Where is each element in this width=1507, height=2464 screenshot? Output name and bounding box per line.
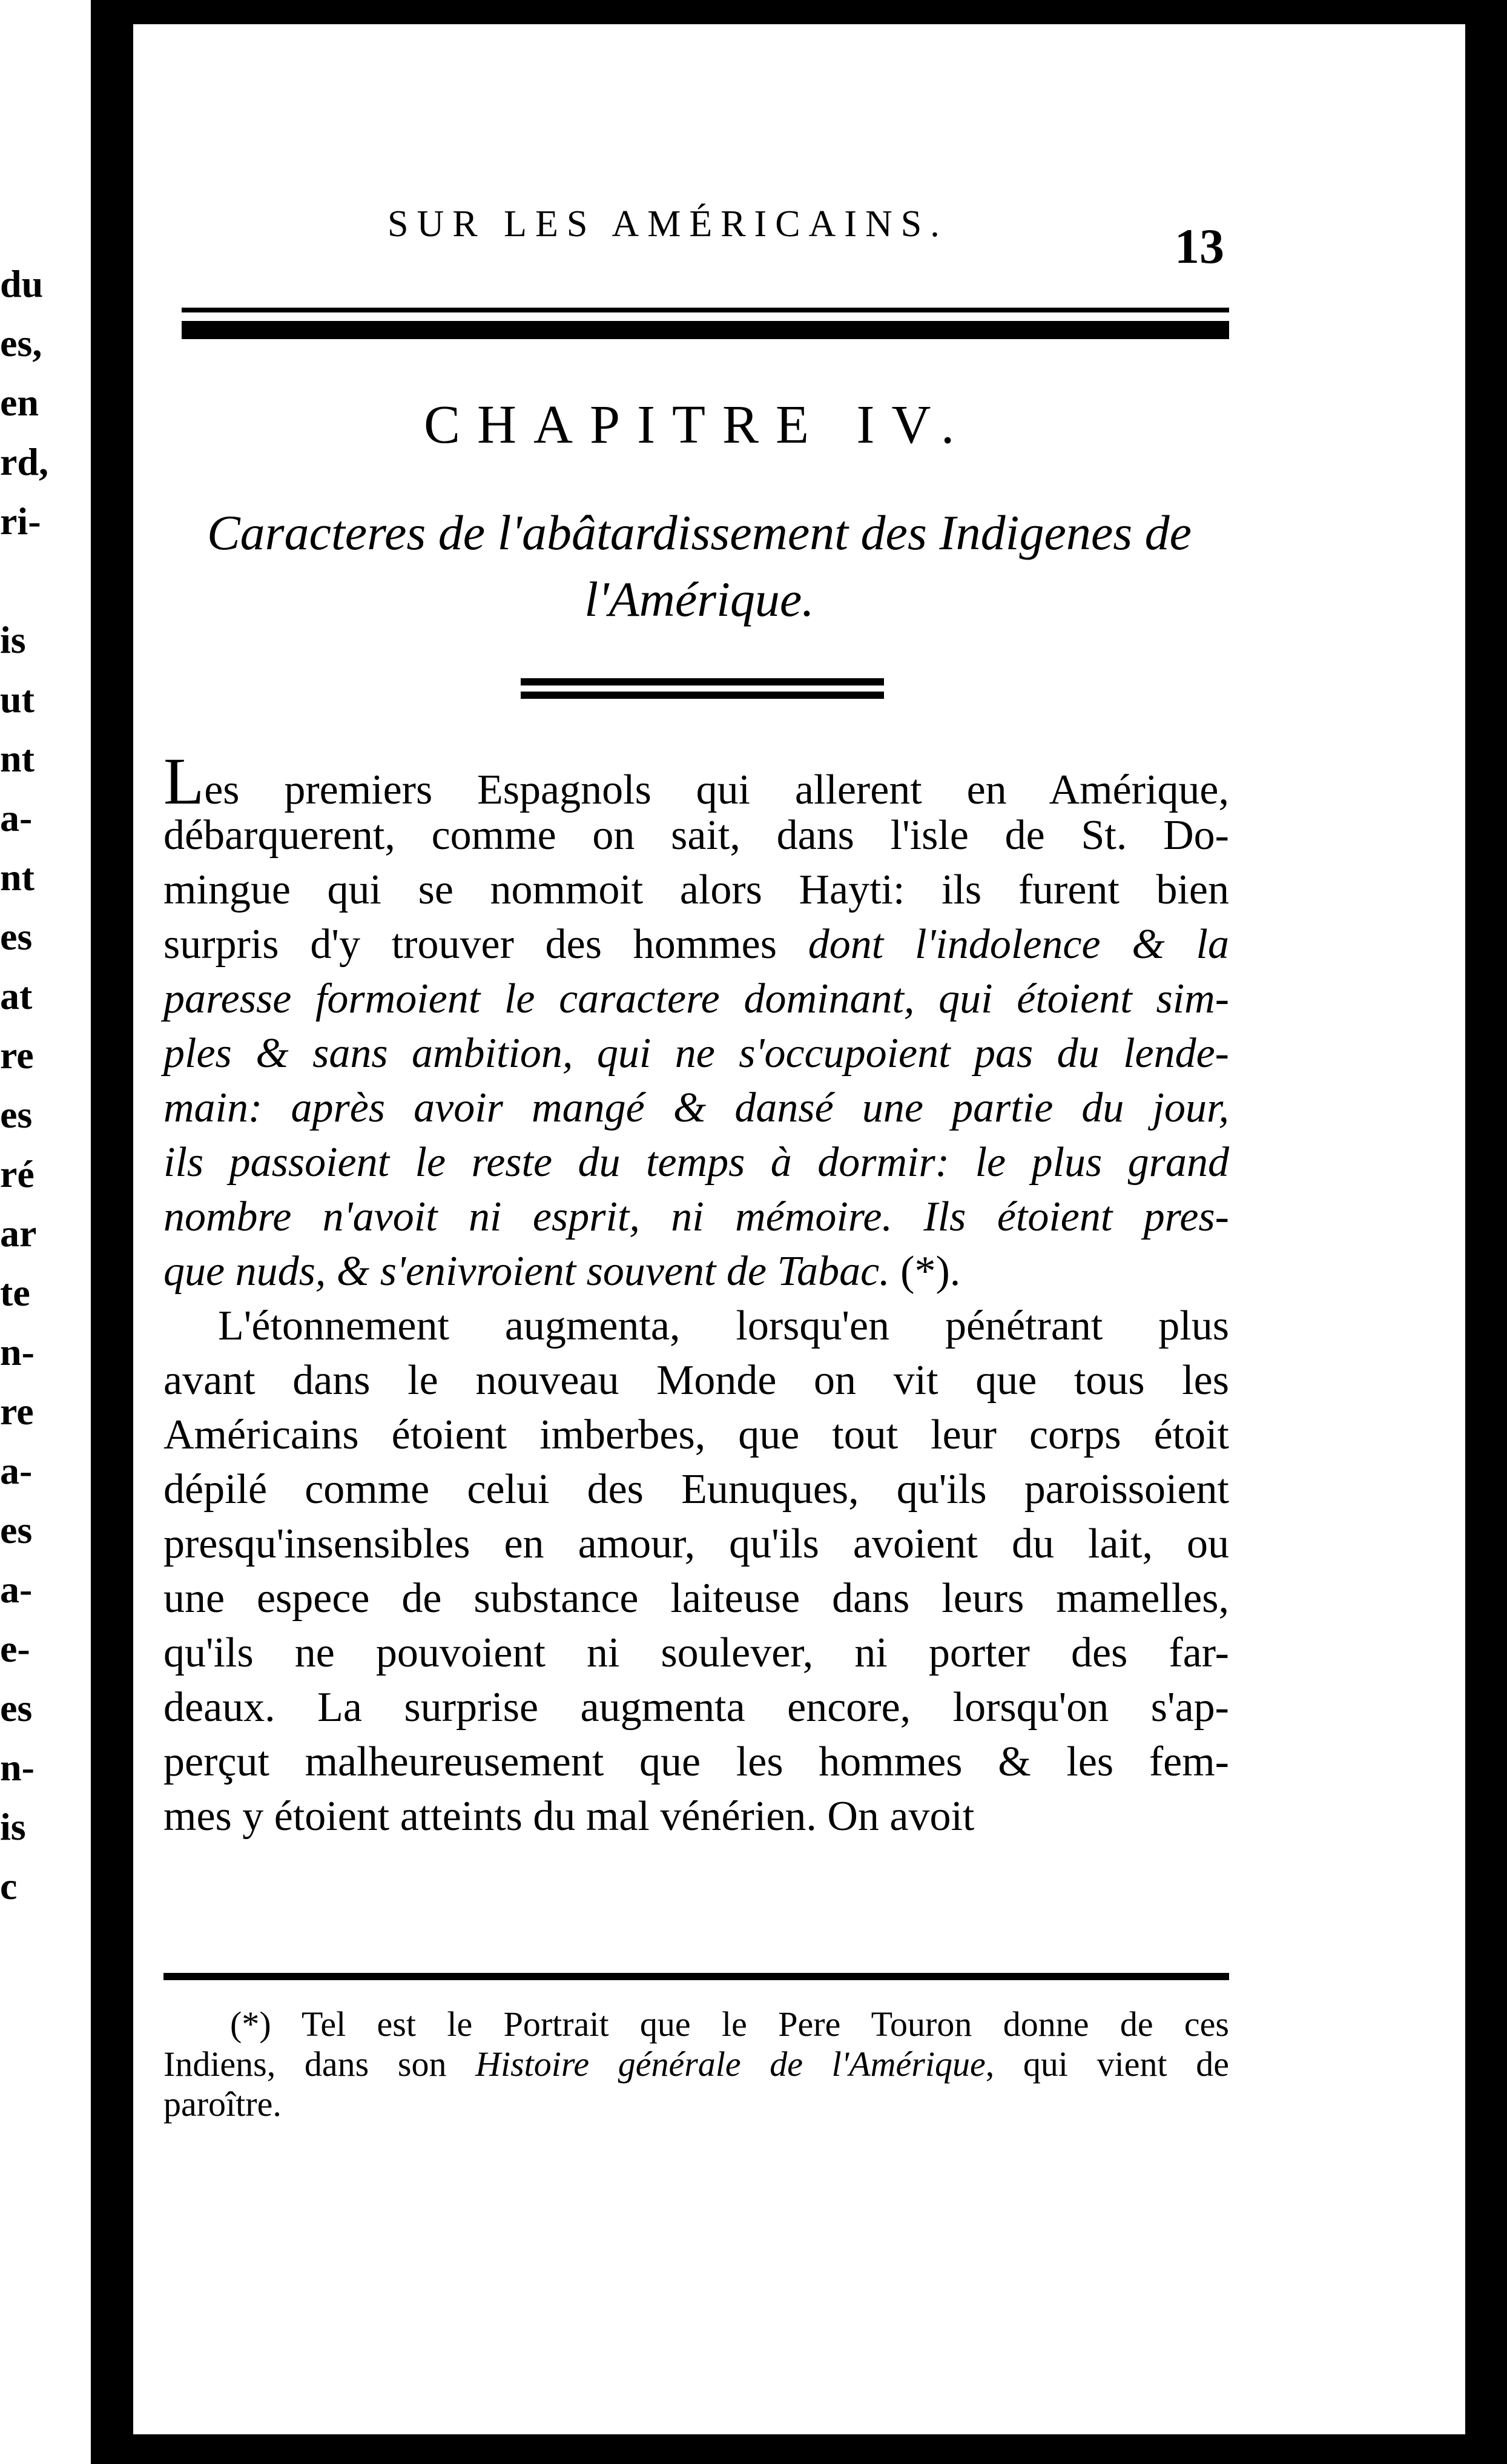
body-line — [163, 1190, 1229, 1244]
facing-page-fragment: a- — [0, 796, 33, 839]
facing-page-fragment: es — [0, 1093, 33, 1136]
body-italic-run: ples & sans ambition, qui ne s'occupoient pas du lende- — [163, 1030, 1229, 1077]
body-line — [163, 1135, 1229, 1190]
scan-gutter-shadow — [91, 0, 133, 2464]
footnote-book-title: Histoire générale de l'Amérique — [475, 2044, 986, 2084]
body-text-run: perçut malheureusement que les hommes & les fem- — [163, 1739, 1229, 1785]
footnote-line: paroître. — [163, 2084, 282, 2124]
body-text-run: (*). — [889, 1248, 961, 1295]
page-number: 13 — [1175, 219, 1224, 274]
body-line — [163, 972, 1229, 1026]
body-line — [163, 1789, 1229, 1844]
footnote-line — [163, 2044, 1229, 2084]
facing-page-fragment: ut — [0, 678, 35, 721]
body-italic-run: main: après avoir mangé & dansé une partie du jour, — [163, 1085, 1229, 1131]
facing-page-fragment — [0, 551, 91, 610]
facing-page-fragment: es — [0, 1508, 33, 1551]
body-text-run: qu'ils ne pouvoient ni soulever, ni porter des far- — [163, 1630, 1229, 1676]
body-line — [163, 1517, 1229, 1571]
facing-page-fragment: e- — [0, 1627, 30, 1670]
body-text-run: mingue qui se nommoit alors Hayti: ils furent bien — [163, 867, 1229, 913]
footnote-text: Indiens, dans son — [163, 2044, 476, 2084]
body-text-run: deaux. La surprise augmenta encore, lorsqu'on s'ap- — [163, 1684, 1229, 1731]
body-text — [163, 744, 1229, 1844]
body-line — [163, 1571, 1229, 1626]
body-line — [163, 863, 1229, 917]
facing-page-fragment: a- — [0, 1568, 33, 1611]
facing-page-fragment: is — [0, 1805, 26, 1848]
body-line — [163, 1626, 1229, 1680]
facing-page-fragment: nt — [0, 856, 35, 899]
facing-page-fragment: c — [0, 1865, 18, 1907]
facing-page-fragment: es — [0, 1686, 33, 1729]
chapter-subtitle-line: Caracteres de l'abâtardissement des Indigenes de — [206, 505, 1192, 560]
body-text-run: débarquerent, comme on sait, dans l'isle de St. Do- — [163, 812, 1229, 859]
footnote-line: (*) Tel est le Portrait que le Pere Touron donne de ces — [230, 2004, 1229, 2044]
facing-page-fragment: ri- — [0, 500, 41, 543]
body-line — [163, 808, 1229, 863]
scan-right-edge — [1459, 0, 1507, 2464]
footnote-text: , qui vient de — [985, 2044, 1229, 2084]
header-rule-thick — [182, 321, 1229, 339]
running-head: SUR LES AMÉRICAINS. — [387, 203, 948, 245]
body-text-run: Américains étoient imberbes, que tout leur corps étoit — [163, 1412, 1229, 1458]
body-italic-run: que nuds, & s'enivroient souvent de Tabac. — [163, 1248, 890, 1295]
facing-page-fragment: du — [0, 262, 44, 305]
body-line — [163, 1408, 1229, 1462]
body-line — [163, 1299, 1229, 1353]
body-italic-run: paresse formoient le caractere dominant, qui étoient sim- — [163, 976, 1229, 1022]
facing-page-fragments — [0, 254, 91, 1916]
facing-page-fragment: en — [0, 381, 39, 424]
chapter-title: CHAPITRE IV. — [424, 395, 972, 455]
chapter-subtitle — [163, 500, 1235, 633]
facing-page-fragment: es — [0, 915, 33, 958]
chapter-subtitle-line: l'Amérique. — [584, 572, 814, 627]
body-text-run: mes y étoient atteints du mal vénérien. On avoit — [163, 1793, 975, 1840]
body-text-run: es premiers Espagnols qui allerent en Amérique, — [204, 767, 1229, 813]
header-rule-thin — [182, 308, 1229, 312]
body-text-run: avant dans le nouveau Monde on vit que tous les — [163, 1357, 1229, 1404]
body-text-run: une espece de substance laiteuse dans leurs mamelles, — [163, 1575, 1229, 1622]
body-line — [163, 1680, 1229, 1735]
facing-page-fragment: re — [0, 1390, 34, 1433]
ornament-double-rule — [521, 678, 884, 699]
facing-page-fragment: n- — [0, 1746, 35, 1789]
facing-page-fragment: n- — [0, 1330, 35, 1373]
footnote-rule — [163, 1973, 1229, 1980]
body-line — [163, 1244, 1229, 1299]
body-line — [163, 1081, 1229, 1135]
body-italic-run: dont l'indolence & la — [808, 921, 1229, 968]
body-italic-run: ils passoient le reste du temps à dormir: le plus grand — [163, 1139, 1229, 1186]
facing-page-fragment: rd, — [0, 440, 48, 483]
body-text-run: L'étonnement augmenta, lorsqu'en pénétrant plus — [218, 1303, 1229, 1349]
facing-page-fragment: at — [0, 974, 33, 1017]
body-line — [163, 1353, 1229, 1408]
body-italic-run: nombre n'avoit ni esprit, ni mémoire. Ils étoient pres- — [163, 1194, 1229, 1240]
body-text-run: presqu'insensibles en amour, qu'ils avoient du lait, ou — [163, 1521, 1229, 1567]
footnote — [163, 2004, 1229, 2124]
body-line — [163, 1735, 1229, 1789]
body-line — [163, 1462, 1229, 1517]
drop-cap: L — [163, 744, 205, 818]
facing-page-fragment: te — [0, 1271, 30, 1314]
body-line — [163, 744, 1229, 818]
facing-page-fragment: es, — [0, 322, 42, 365]
scan-bottom-edge — [91, 2434, 1507, 2464]
body-line — [163, 1026, 1229, 1081]
facing-page-fragment: is — [0, 618, 26, 661]
body-line — [163, 917, 1229, 972]
facing-page-fragment: a- — [0, 1449, 33, 1492]
facing-page-fragment: nt — [0, 737, 35, 780]
facing-page-fragment: re — [0, 1034, 34, 1077]
body-text-run: dépilé comme celui des Eunuques, qu'ils paroissoient — [163, 1466, 1229, 1513]
body-text-run: surpris d'y trouver des hommes — [163, 921, 808, 968]
facing-page-fragment: ré — [0, 1152, 35, 1195]
facing-page-fragment: ar — [0, 1212, 37, 1255]
scan-top-edge — [91, 0, 1507, 24]
